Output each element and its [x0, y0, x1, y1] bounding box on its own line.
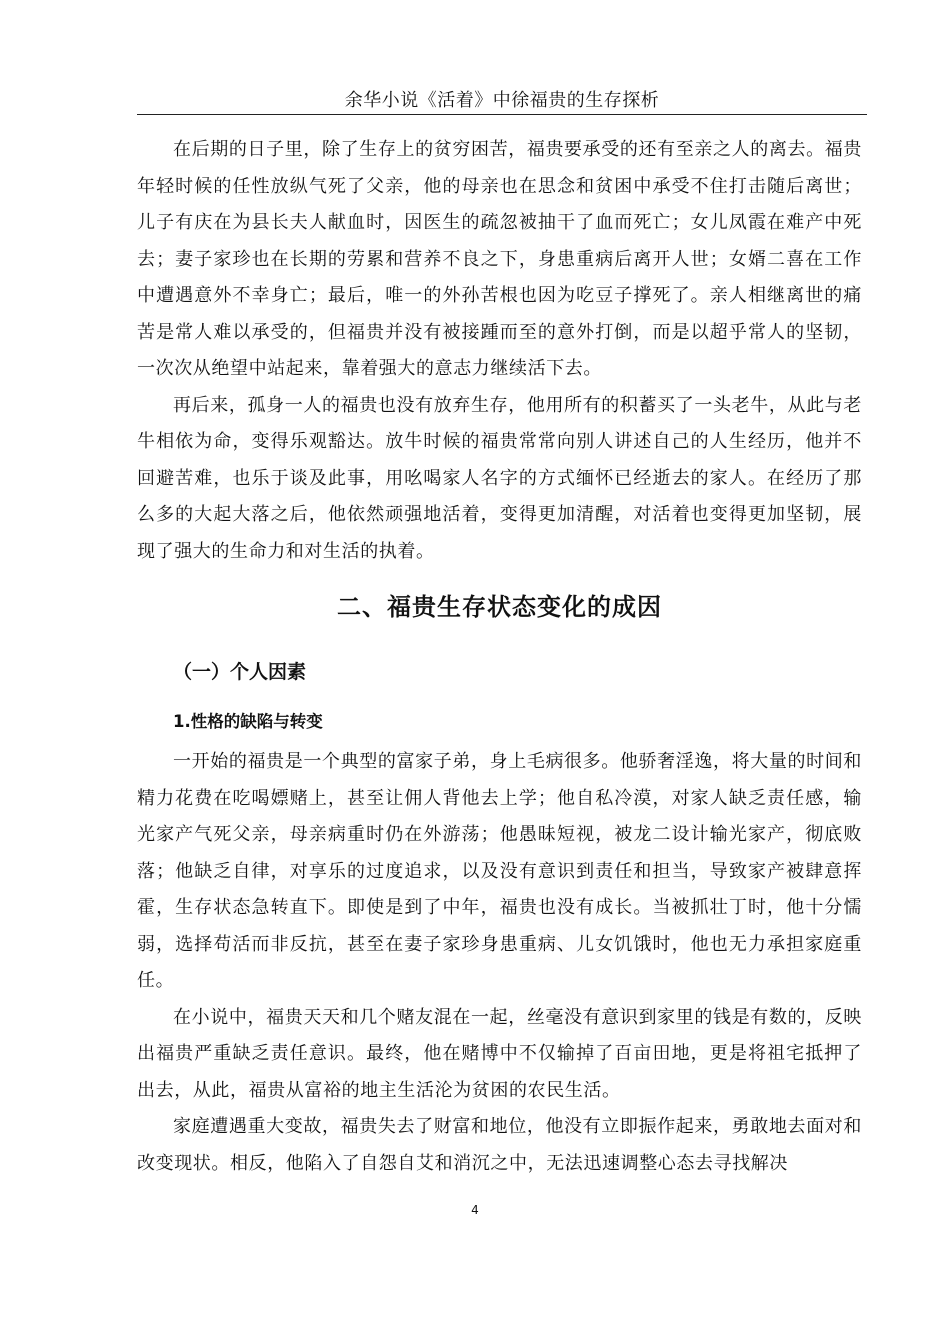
page-number: 4	[471, 1203, 479, 1217]
sub-subsection-heading: 1.性格的缺陷与转变	[173, 712, 323, 731]
running-header	[137, 88, 867, 115]
paragraph-old-ox: 再后来，孤身一人的福贵也没有放弃生存，他用所有的积蓄买了一头老牛，从此与老牛相依为命，变得乐观豁达。放牛时候的福贵常常向别人讲述自己的人生经历，他并不回避苦难，也乐于谈及此事，用吆喝家人名字的方式缅怀已经逝去的家人。在经历了那么多的大起大落之后，他依然顽强地活着，变得更加清醒，对活着也变得更加坚韧，展现了强大的生命力和对生活的执着。	[137, 394, 862, 562]
header-title: 余华小说《活着》中徐福贵的生存探析	[344, 90, 660, 111]
paragraph-family-change: 家庭遭遇重大变故，福贵失去了财富和地位，他没有立即振作起来，勇敢地去面对和改变现状。相反，他陷入了自怨自艾和消沉之中，无法迅速调整心态去寻找解决	[137, 1116, 862, 1174]
paragraph-gambling: 在小说中，福贵天天和几个赌友混在一起，丝毫没有意识到家里的钱是有数的，反映出福贵严重缺乏责任意识。最终，他在赌博中不仅输掉了百亩田地，更是将祖宅抵押了出去，从此，福贵从富裕的地主生活沦为贫困的农民生活。	[137, 1006, 862, 1101]
page-body	[137, 132, 862, 1182]
paragraph-relatives-death: 在后期的日子里，除了生存上的贫穷困苦，福贵要承受的还有至亲之人的离去。福贵年轻时候的任性放纵气死了父亲，他的母亲也在思念和贫困中承受不住打击随后离世；儿子有庆在为县长夫人献血时，因医生的疏忽被抽干了血而死亡；女儿凤霞在难产中死去；妻子家珍也在长期的劳累和营养不良之下，身患重病后离开人世；女婿二喜在工作中遭遇意外不幸身亡；最后，唯一的外孙苦根也因为吃豆子撑死了。亲人相继离世的痛苦是常人难以承受的，但福贵并没有被接踵而至的意外打倒，而是以超乎常人的坚韧，一次次从绝望中站起来，靠着强大的意志力继续活下去。	[137, 139, 862, 379]
paragraph-character-flaws: 一开始的福贵是一个典型的富家子弟，身上毛病很多。他骄奢淫逸，将大量的时间和精力花费在吃喝嫖赌上，甚至让佣人背他去上学；他自私冷漠，对家人缺乏责任感，输光家产气死父亲，母亲病重时仍在外游荡；他愚昧短视，被龙二设计输光家产，彻底败落；他缺乏自律，对享乐的过度追求，以及没有意识到责任和担当，导致家产被肆意挥霍，生存状态急转直下。即使是到了中年，福贵也没有成长。当被抓壮丁时，他十分懦弱，选择苟活而非反抗，甚至在妻子家珍身患重病、儿女饥饿时，他也无力承担家庭重任。	[137, 751, 862, 991]
section-heading: 二、福贵生存状态变化的成因	[337, 593, 662, 621]
subsection-heading: （一）个人因素	[173, 661, 307, 683]
